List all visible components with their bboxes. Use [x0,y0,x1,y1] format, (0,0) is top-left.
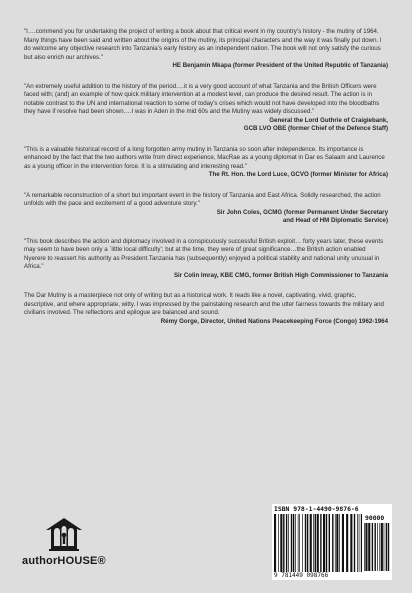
barcode-bar [381,523,383,571]
barcode-bar [342,514,344,572]
barcode-bar [361,514,362,572]
barcode-bar [280,514,282,572]
quote-text: "An extremely useful addition to the history of the period….it is a very good account of what Tanzania and the British Officers were faced with; (and) an example of how quick military intervention at a modest level, can produce the desired result. The action is in notable contrast to the UN and international reaction to some of today’s crises which would not have developed into the bloodbaths they have if resolve had been shown….I was in Aden in the mid 60s and the Mutiny was widely discussed." [24,82,380,115]
quote-text: "I….commend you for undertaking the project of writing a book about that critical event in my country’s history - the mutiny of 1964. Many things have been said and written about the origins of the mutiny, its principal characters and the way it was finally put down. I do welcome any objective research into Tanzania’s early history as an independent nation. The book will not only satisfy the curious but also enrich our archives." [24,28,382,61]
barcode-bar [354,514,355,572]
barcode-bar [346,514,348,572]
quote-text: "This is a valuable historical record of a long forgotten army mutiny in Tanzania so soon after independence. Its importance is enhanced by the fact that the two authors write from direct experience, MacRae as a young diplomat in Dar es Salaam and Laurence as a young officer in the intervention force. It is a stimulating and interesting read." [24,145,385,170]
barcode-bar [278,514,279,572]
quote-attribution: General the Lord Guthrie of Craigiebank, [269,116,388,124]
barcode-bar [377,523,378,571]
barcode-bar [388,523,389,571]
barcode-bar [310,514,312,572]
barcode-bar [372,523,373,571]
barcode-bar [274,514,276,572]
publisher-name: authorHOUSE® [22,555,106,567]
barcode-bar [336,514,338,572]
quote-block [24,146,388,180]
barcode-bar [375,523,376,571]
barcode-bar [315,514,316,572]
quote-attribution: GCB LVO OBE (former Chief of the Defence Staff) [243,125,388,132]
barcode-bar [291,514,292,572]
endorsements [24,28,388,338]
barcode-bar [293,514,294,572]
barcode-bar [350,514,352,572]
ean-barcode-bars [274,514,362,572]
barcode-bar [286,514,287,572]
barcode-bar [299,514,300,572]
barcode-bar [386,523,387,571]
barcode-bar [283,514,284,572]
barcode-bar [317,514,319,572]
barcode-bar [320,514,321,572]
quote-attribution: and Head of HM Diplomatic Service) [282,217,388,224]
isbn-barcode [272,504,392,580]
barcode-bar [339,514,340,572]
quote-text: "This book describes the action and diplomacy involved in a conspicuously successful British exploit… forty years later, these events may seem to have been only a `little local difficulty’; but at the time, they were of great significance…the British action enabled Nyerere to reassert his authority as President.Tanzania has (subsequently) enjoyed a political stability and national unity unusual in Africa." [24,237,384,270]
quote-block [24,28,388,71]
barcode-bar [357,514,358,572]
price-addon-bars [364,523,390,571]
barcode-bar [359,514,360,572]
barcode-bar [307,514,308,572]
quote-block [24,192,388,226]
barcode-bar [295,514,296,572]
barcode-bar [326,514,327,572]
authorhouse-house-icon [42,516,86,552]
barcode-bar [313,514,314,572]
price-code: 90000 [365,514,385,522]
quote-block [24,83,388,134]
publisher-logo [22,516,122,578]
quote-attribution: The Rt. Hon. the Lord Luce, GCVO (former Minister for Africa) [208,171,388,178]
quote-text: "A remarkable reconstruction of a short but important event in the history of Tanzania and East Africa. Solidly researched, the action unfolds with the pace and excitement of a good adventure story." [24,191,381,207]
barcode-bar [302,514,303,572]
barcode-bar [368,523,370,571]
quote-attribution: HE Benjamin Mkapa (former President of the United Republic of Tanzania) [172,62,388,69]
quote-block [24,292,388,326]
quote-text: The Dar Mutiny is a masterpiece not only of writing but as a historical work. It reads like a novel, captivating, vivid, graphic, descriptive, and where appropriate, witty. I was impressed by the painstaking research and the utter fairness towards the military and civilians involved. The reflections and epilogue are balanced and sound. [24,292,384,316]
barcode-bar [288,514,289,572]
barcode-bar [298,514,299,572]
barcode-bar [305,514,306,572]
quote-attribution: Sir Colin Imray, KBE CMG, former British High Commissioner to Tanzania [173,271,388,279]
quote-attribution: Sir John Coles, GCMG (former Permanent Under Secretary [216,208,388,216]
quote-block [24,238,388,281]
barcode-bar [364,523,365,571]
barcode-bar [329,514,330,572]
barcode-bar [384,523,385,571]
barcode-bar [332,514,333,572]
barcode-bar [335,514,336,572]
barcode-bar [323,514,325,572]
barcode-bar [379,523,380,571]
isbn-label: ISBN 978-1-4490-9876-6 [274,505,359,513]
barcode-bar [365,523,367,571]
ean-digits: 9 781449 098766 [274,572,329,579]
quote-attribution: Rémy Gorge, Director, United Nations Peacekeeping Force (Congo) 1962-1964 [160,317,388,325]
